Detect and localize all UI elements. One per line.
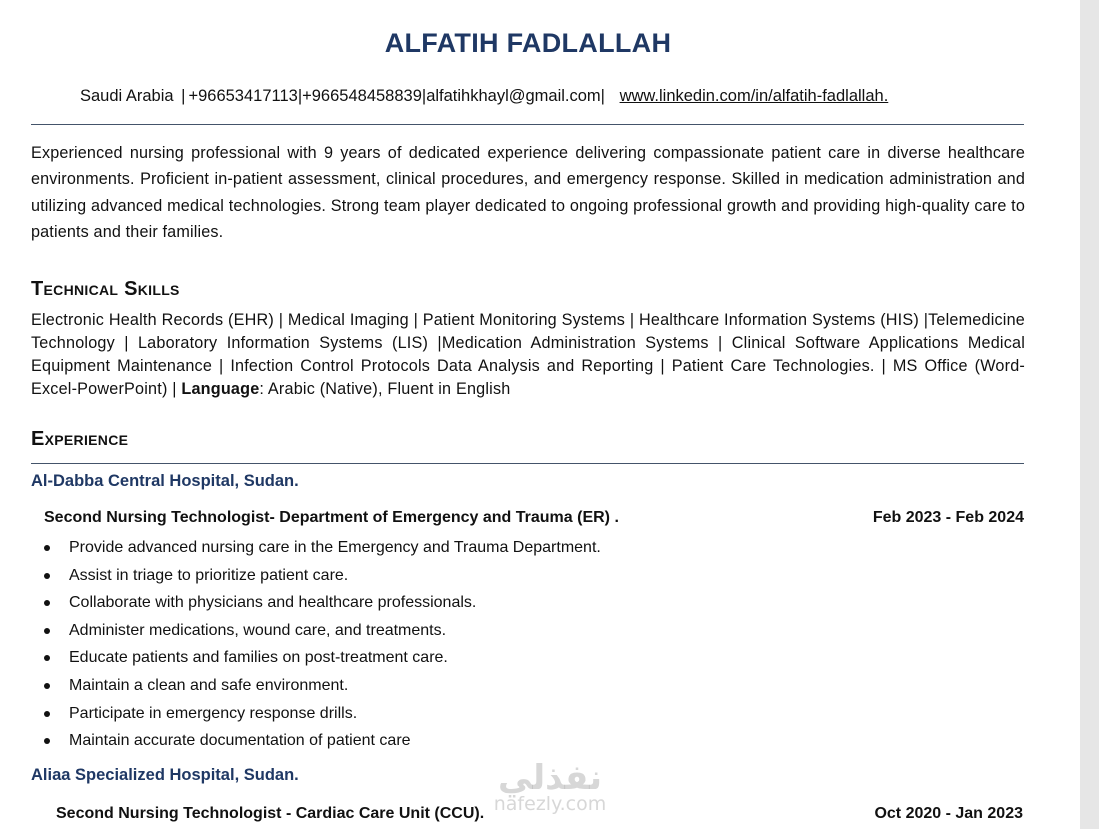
- contact-line: [80, 87, 1000, 106]
- contact-email[interactable]: alfatihkhayl@gmail.com: [426, 87, 601, 105]
- contact-phone-1: +96653417113: [188, 87, 298, 105]
- viewer-background: [1080, 0, 1099, 829]
- bullet-icon: [44, 600, 50, 606]
- list-item: [44, 592, 601, 620]
- language-label: Language: [181, 380, 260, 398]
- duty-text: Participate in emergency response drills.: [69, 704, 358, 722]
- header-divider: [31, 124, 1024, 125]
- duty-text: Provide advanced nursing care in the Emergency and Trauma Department.: [69, 539, 601, 556]
- duty-text: Assist in triage to prioritize patient care.: [69, 566, 349, 584]
- contact-separator: |: [600, 87, 605, 105]
- job-position: Second Nursing Technologist - Cardiac Care Unit (CCU).: [56, 805, 485, 822]
- job-title-row: [56, 805, 1023, 823]
- job-title-row: [44, 509, 1024, 527]
- list-item: [44, 647, 601, 675]
- list-item: [44, 730, 601, 758]
- job-dates: Feb 2023 - Feb 2024: [872, 509, 1024, 526]
- job-duties-list: [44, 537, 601, 758]
- list-item: [44, 537, 601, 565]
- contact-separator: |: [297, 87, 303, 105]
- contact-location: Saudi Arabia: [80, 87, 174, 105]
- organization-name: Aliaa Specialized Hospital, Sudan.: [31, 766, 299, 784]
- linkedin-link[interactable]: www.linkedin.com/in/alfatih-fadlallah.: [619, 87, 889, 105]
- organization-name: Al-Dabba Central Hospital, Sudan.: [31, 472, 299, 490]
- list-item: [44, 703, 601, 731]
- skills-heading: Technical Skills: [31, 278, 180, 300]
- professional-summary: Experienced nursing professional with 9 years of dedicated experience delivering compassionate patient care in diverse healthcare environments. Proficient in-patient assessment, clinical procedures, and emergency response. Skilled in medication administration and utilizing advanced medical technologies. Strong team player dedicated to ongoing professional growth and providing high-quality care to patients and their families.: [31, 144, 1025, 241]
- list-item: [44, 675, 601, 703]
- duty-text: Maintain a clean and safe environment.: [69, 676, 349, 694]
- job-position: Second Nursing Technologist- Department of Emergency and Trauma (ER) .: [44, 509, 619, 526]
- bullet-icon: [44, 628, 50, 634]
- watermark-arabic: نفذلي: [497, 758, 603, 798]
- language-text: : Arabic (Native), Fluent in English: [259, 380, 511, 398]
- contact-phone-2: +966548458839: [302, 87, 422, 105]
- skills-text: [31, 309, 1025, 401]
- skills-list: Electronic Health Records (EHR) | Medical Imaging | Patient Monitoring Systems | Healthcare Information Systems (HIS) |Telemedicine Technology | Laboratory Information Systems (LIS) |Medication Administration Systems | Clinical Software Applications Medical Equipment Maintenance | Infection Control Protocols Data Analysis and Reporting | Patient Care Technologies. | MS Office (Word-Excel-PowerPoint) |: [31, 311, 1025, 398]
- duty-text: Maintain accurate documentation of patient care: [69, 732, 411, 750]
- contact-separator: |: [181, 87, 186, 105]
- list-item: [44, 565, 601, 593]
- bullet-icon: [44, 738, 50, 744]
- bullet-icon: [44, 573, 50, 579]
- contact-separator: |: [421, 87, 427, 105]
- bullet-icon: [44, 711, 50, 717]
- experience-heading: Experience: [31, 428, 129, 450]
- job-dates: Oct 2020 - Jan 2023: [874, 805, 1023, 822]
- list-item: [44, 620, 601, 648]
- watermark-latin: nafezly.com: [493, 793, 607, 815]
- candidate-name: ALFATIH FADLALLAH: [384, 28, 672, 58]
- bullet-icon: [44, 545, 50, 551]
- duty-text: Educate patients and families on post-treatment care.: [69, 649, 448, 667]
- bullet-icon: [44, 683, 50, 689]
- duty-text: Collaborate with physicians and healthcare professionals.: [69, 594, 477, 612]
- experience-divider: [31, 463, 1024, 464]
- duty-text: Administer medications, wound care, and treatments.: [69, 621, 447, 639]
- bullet-icon: [44, 655, 50, 661]
